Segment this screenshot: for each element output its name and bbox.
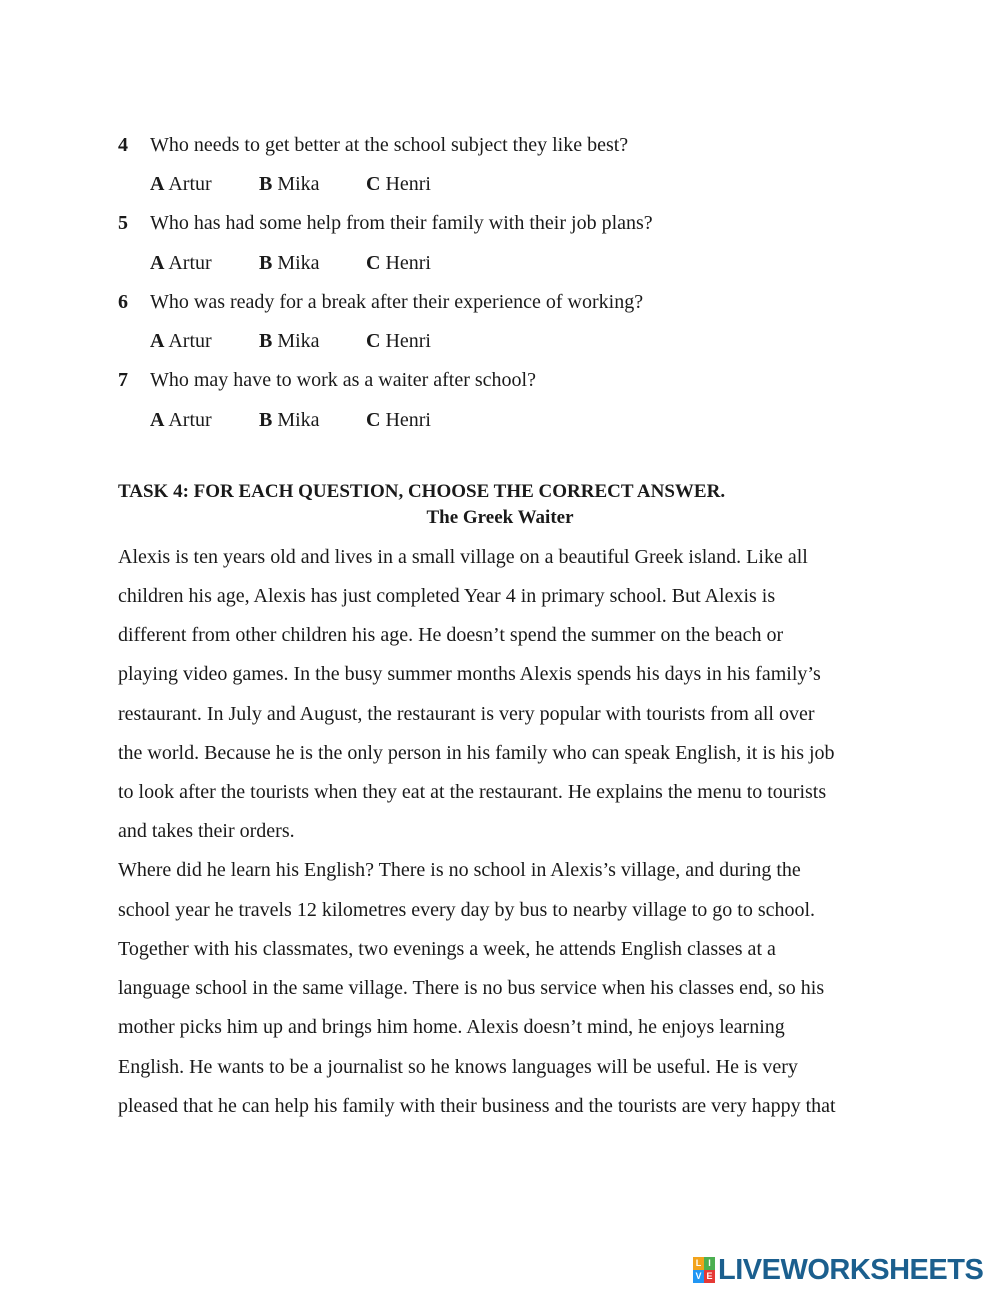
- question-5: [118, 211, 653, 235]
- passage-line: school year he travels 12 kilometres every day by bus to nearby village to go to school.: [118, 899, 816, 921]
- passage-line: and takes their orders.: [118, 820, 295, 842]
- passage-line: pleased that he can help his family with their business and the tourists are very happy that: [118, 1095, 836, 1117]
- passage-line: children his age, Alexis has just completed Year 4 in primary school. But Alexis is: [118, 585, 776, 607]
- option-b[interactable]: B Mika: [259, 330, 320, 352]
- task-heading: TASK 4: FOR EACH QUESTION, CHOOSE THE CORRECT ANSWER.: [118, 481, 726, 502]
- passage-line: English. He wants to be a journalist so he knows languages will be useful. He is very: [118, 1056, 798, 1078]
- option-c[interactable]: C Henri: [366, 252, 431, 274]
- option-b[interactable]: B Mika: [259, 173, 320, 195]
- passage-line: mother picks him up and brings him home. Alexis doesn’t mind, he enjoys learning: [118, 1016, 785, 1038]
- option-a[interactable]: A Artur: [150, 330, 212, 352]
- passage-line: different from other children his age. He doesn’t spend the summer on the beach or: [118, 624, 784, 646]
- passage-line: Together with his classmates, two evenings a week, he attends English classes at a: [118, 938, 776, 960]
- story-title: The Greek Waiter: [426, 507, 574, 528]
- question-4-options: [150, 172, 431, 196]
- question-5-options: [150, 251, 431, 275]
- question-number: 7: [118, 369, 128, 391]
- liveworksheets-logo: [693, 1254, 983, 1286]
- question-text: Who was ready for a break after their experience of working?: [150, 291, 644, 313]
- option-a[interactable]: A Artur: [150, 409, 212, 431]
- passage-line: language school in the same village. There is no bus service when his classes end, so his: [118, 977, 825, 999]
- option-b[interactable]: B Mika: [259, 409, 320, 431]
- question-number: 4: [118, 134, 128, 156]
- question-number: 6: [118, 291, 128, 313]
- option-c[interactable]: C Henri: [366, 173, 431, 195]
- question-7: [118, 368, 536, 392]
- question-text: Who may have to work as a waiter after school?: [150, 369, 536, 391]
- passage-line: the world. Because he is the only person in his family who can speak English, it is his job: [118, 742, 835, 764]
- question-text: Who needs to get better at the school subject they like best?: [150, 134, 629, 156]
- option-a[interactable]: A Artur: [150, 252, 212, 274]
- question-6: [118, 290, 643, 314]
- option-c[interactable]: C Henri: [366, 409, 431, 431]
- question-4: [118, 133, 628, 157]
- passage-line: to look after the tourists when they eat at the restaurant. He explains the menu to tourists: [118, 781, 827, 803]
- liveworksheets-logo-icon: [693, 1257, 715, 1283]
- passage-line: Alexis is ten years old and lives in a small village on a beautiful Greek island. Like all: [118, 546, 808, 568]
- option-a[interactable]: A Artur: [150, 173, 212, 195]
- passage-line: restaurant. In July and August, the restaurant is very popular with tourists from all over: [118, 703, 815, 725]
- passage-line: playing video games. In the busy summer months Alexis spends his days in his family’s: [118, 663, 821, 685]
- question-7-options: [150, 408, 431, 432]
- logo-tile: L: [693, 1257, 704, 1270]
- question-number: 5: [118, 212, 128, 234]
- question-text: Who has had some help from their family with their job plans?: [150, 212, 653, 234]
- option-b[interactable]: B Mika: [259, 252, 320, 274]
- logo-tile: E: [704, 1270, 715, 1283]
- question-6-options: [150, 329, 431, 353]
- logo-tile: V: [693, 1270, 704, 1283]
- option-c[interactable]: C Henri: [366, 330, 431, 352]
- logo-text: LIVEWORKSHEETS: [718, 1254, 984, 1286]
- passage-line: Where did he learn his English? There is no school in Alexis’s village, and during the: [118, 859, 801, 881]
- logo-tile: I: [704, 1257, 715, 1270]
